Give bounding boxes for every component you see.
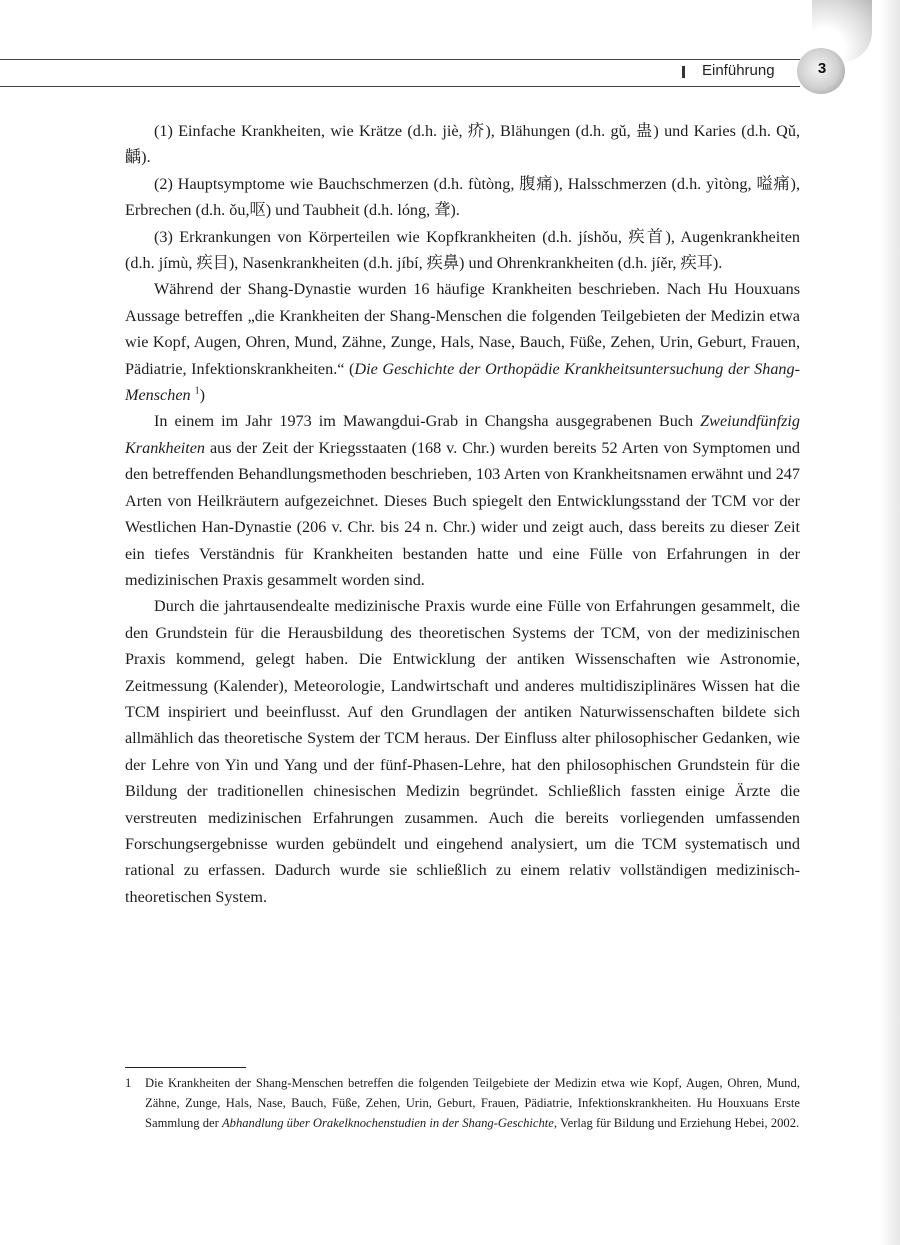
footnote-number: 1 <box>125 1076 132 1090</box>
footnote-title: Abhandlung über Orakelknochenstudien in der Shang-Geschichte <box>221 1116 554 1130</box>
paragraph-6: Durch die jahrtausendealte medizinische Praxis wurde eine Fülle von Erfahrungen gesammelt, die den Grundstein für die Herausbildung des theoretischen Systems der TCM, von der medizinischen Praxis kommend, gelegt haben. Die Entwicklung der antiken Wissenschaften wie Astronomie, Zeitmessung (Kalender), Meteorologie, Landwirtschaft und anderes multidisziplinäres Wissen hat die TCM inspiriert und beeinflusst. Auf den Grundlagen der antiken Naturwissenschaften bildete sich allmählich das theoretische System der TCM heraus. Der Einfluss alter philosophischer Gedanken, wie der Lehre von Yin und Yang und der fünf-Phasen-Lehre, hat den philosophischen Grundstein für die Bildung der traditionellen chinesischen Medizin begründet. Schließlich fassten einige Ärzte die verstreuten medizinischen Erfahrungen zusammen. Auch die bereits vorliegenden umfassenden Forschungsergebnisse wurden gebündelt und eingehend analysiert, um die TCM systematisch und rational zu erfassen. Dadurch wurde sie schließlich zu einem relativ vollständigen medizinisch-theoretischen System. <box>125 597 800 906</box>
header-rule-bottom <box>0 86 800 87</box>
footnote-text-start: Die Krankheiten der Shang-Menschen betreffen die folgenden Teilgebiete der Medizin etwa wie Kopf, Augen, Ohren, Mund, Zähne, Zunge, Hals, Nase, Bauch, Füße, Zehen, Urin, Geburt, Frauen, Pädiatrie, Infektionskrankheiten. Hu Houxuans Erste Sammlung der <box>145 1076 800 1130</box>
header-separator-bar <box>682 66 685 78</box>
paragraph-5-rest: aus der Zeit der Kriegsstaaten (168 v. Chr.) wurden bereits 52 Arten von Symptomen und den betreffenden Behandlungsmethoden beschrieben, 103 Arten von Krankheitsnamen erwähnt und 247 Arten von Heilkräutern aufgezeichnet. Dieses Buch spiegelt den Entwicklungsstand der TCM vor der Westlichen Han-Dynastie (206 v. Chr. bis 24 n. Chr.) wider und zeigt auch, dass bereits zu dieser Zeit ein tiefes Verständnis für Krankheiten bestanden hatte und eine Fülle von Erfahrungen in der medizinischen Praxis gesammelt worden sind. <box>125 438 800 589</box>
paragraph-4-close: ) <box>199 386 206 405</box>
paragraph-5-title: Zweiundfünfzig Krankheiten <box>125 412 800 457</box>
footnote-text <box>145 1073 800 1133</box>
paragraph-2: (2) Hauptsymptome wie Bauchschmerzen (d.h. fùtòng, 腹痛), Halsschmerzen (d.h. yìtòng, 嗌痛), Erbrechen (d.h. ǒu,呕) und Taubheit (d.h. lóng, 聋). <box>125 174 800 220</box>
page-edge-shadow <box>880 0 900 1245</box>
paragraph-4-text: Während der Shang-Dynastie wurden 16 häufige Krankheiten beschrieben. Nach Hu Houxuans Aussage betreffen „die Krankheiten der Shang-Menschen die folgenden Teilgebieten der Medizin etwa wie Kopf, Augen, Ohren, Mund, Zähne, Zunge, Hals, Nase, Bauch, Füße, Zehen, Urin, Geburt, Frauen, Pädiatrie, Infektionskrankheiten.“ ( <box>125 280 800 378</box>
paragraph-4-title: Die Geschichte der Orthopädie Krankheitsuntersuchung der Shang-Menschen <box>125 359 801 405</box>
footnote <box>125 1073 800 1133</box>
paragraph-1: (1) Einfache Krankheiten, wie Krätze (d.h. jiè, 疥), Blähungen (d.h. gǔ, 蛊) und Karies (d.h. Qǔ, 齲). <box>125 122 800 167</box>
paragraph-5-start: In einem im Jahr 1973 im Mawangdui-Grab in Changsha ausgegrabenen Buch <box>154 412 701 431</box>
paragraph-3: (3) Erkrankungen von Körperteilen wie Kopfkrankheiten (d.h. jíshǒu, 疾首), Augenkrankheiten (d.h. jímù, 疾目), Nasenkrankheiten (d.h. jíbí, 疾鼻) und Ohrenkrankheiten (d.h. jíěr, 疾耳). <box>125 227 800 273</box>
page-number: 3 <box>817 60 827 77</box>
main-text <box>125 118 800 910</box>
footnote-rule <box>125 1067 246 1068</box>
paragraph-4 <box>125 276 800 408</box>
footnote-text-end: , Verlag für Bildung und Erziehung Hebei, 2002. <box>553 1116 800 1130</box>
paragraph-5 <box>125 408 800 593</box>
header-rule-top <box>0 59 800 60</box>
footnote-ref: 1 <box>194 385 200 397</box>
section-title: Einführung <box>702 62 775 79</box>
